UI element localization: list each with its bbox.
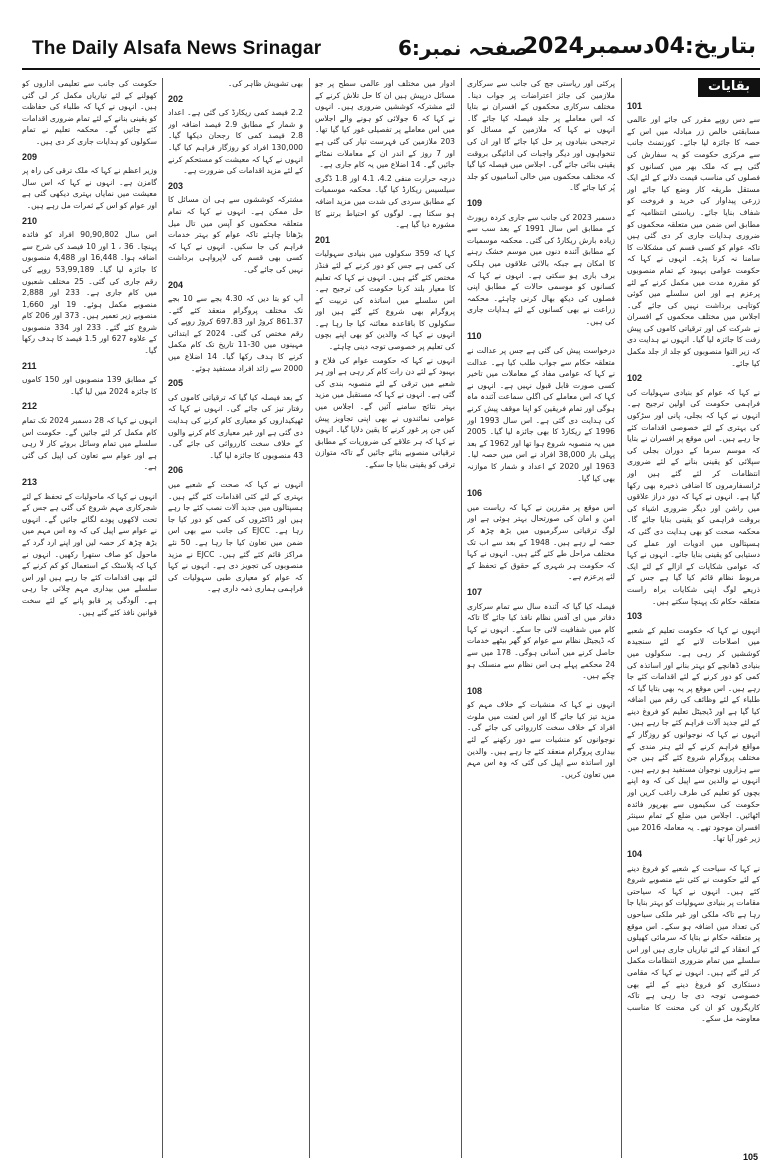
col5-item-1: 209 وزیر اعظم نے کہا کہ ملک ترقی کی راہ پر گامزن ہے۔ انہوں نے کہا کہ اس سال معیشت میں نمایاں بہتری دیکھی گئی ہے اور عوام کو اس کے ثمرات مل رہے ہیں۔ (22, 151, 157, 210)
article-columns (22, 78, 760, 1162)
column-5 (22, 78, 157, 1158)
col4-item-4: 205 کے بعد فیصلہ کیا گیا کہ ترقیاتی کاموں کی رفتار تیز کی جائے گی۔ انہوں نے کہا کہ ٹھیکیداروں کو معیاری کام کرنے کی ہدایت دی گئی ہے اور غیر معیاری کام کرنے والوں کے خلاف سخت کارروائی کی جائے گی۔ 43 منصوبوں کا جائزہ لیا گیا۔ (168, 378, 303, 460)
paper-name: The Daily Alsafa News Srinagar (32, 38, 322, 59)
col5-item-3: 211 کے مطابق 139 منصوبوں اور 150 کاموں کا جائزہ 2024 میں لیا گیا۔ (22, 360, 157, 396)
col5-item-0: حکومت کی جانب سے تعلیمی اداروں کو کھولنے کے لئے تیاریاں مکمل کر لی گئی ہیں۔ انہوں نے کہا کہ طلباء کی حفاظت کو یقینی بنانے کے لئے تمام ضروری اقدامات کئے جائیں گے۔ محکمہ تعلیم نے تمام سکولوں کو ہدایات جاری کر دی ہیں۔ (22, 79, 157, 146)
col4-item-5: 206 انہوں نے کہا کہ صحت کے شعبے میں بہتری کے لئے کئی اقدامات کئے گئے ہیں۔ ہسپتالوں میں جدید آلات نصب کئے جا رہے ہیں اور ڈاکٹروں کی کمی کو دور کیا جا رہا ہے۔ EJCC کی جانب سے بھی اس ضمن میں تعاون کیا جا رہا ہے۔ 50 نئے مراکز قائم کئے گئے ہیں۔ EJCC نے مزید منصوبوں کی تجویز دی ہے۔ انہوں نے کہا کہ عوام کو معیاری طبی سہولیات کی فراہمی ہماری ذمہ داری ہے۔ (168, 465, 303, 594)
section-banner: بقایات (698, 78, 760, 97)
col5-item-4: 212 انہوں نے کہا کہ 28 دسمبر 2024 تک تمام کام مکمل کر لئے جائیں گے۔ حکومت اس سلسلے میں تمام وسائل بروئے کار لا رہی ہے اور عوام سے تعاون کی اپیل کی گئی ہے۔ (22, 401, 157, 472)
col1-item-2: 103 انہوں نے کہا کہ حکومت تعلیم کے شعبے میں اصلاحات لانے کے لئے سنجیدہ کوششیں کر رہی ہے۔ سکولوں میں بنیادی ڈھانچے کو بہتر بنانے اور اساتذہ کی کمی کو دور کرنے کے لئے اقدامات کئے جا رہے ہیں۔ اس موقع پر یہ بھی بتایا گیا کہ طلباء کے لئے وظائف کی رقم میں اضافہ کیا گیا ہے اور ڈیجیٹل تعلیم کو فروغ دینے کے لئے جدید آلات فراہم کئے جا رہے ہیں۔ انہوں نے کہا کہ نوجوانوں کو روزگار کے مواقع فراہم کرنے کے لئے ہنر مندی کے مختلف پروگرام شروع کئے گئے ہیں جن سے ہزاروں نوجوان مستفید ہو رہے ہیں۔ انہوں نے والدین سے اپیل کی کہ وہ اپنے بچوں کو تعلیم کی طرف راغب کریں اور حکومت کی سکیموں سے بھرپور فائدہ اٹھائیں۔ اجلاس میں ضلع کے تمام سینئر افسران موجود تھے۔ یہ معاملہ 2016 میں زیر غور آیا تھا۔ (627, 611, 760, 844)
column-2 (467, 78, 615, 1158)
col2-item-1: 109 دسمبر 2023 کی جانب سے جاری کردہ رپورٹ کے مطابق اس سال 1991 کے بعد سب سے زیادہ بارش ریکارڈ کی گئی۔ محکمہ موسمیات کے مطابق آئندہ دنوں میں موسم خشک رہنے کا امکان ہے جبکہ بالائی علاقوں میں ہلکی برف باری ہو سکتی ہے۔ انہوں نے کہا کہ کسانوں کو موسمی حالات کے مطابق اپنی فصلوں کی دیکھ بھال کرنی چاہئے۔ محکمہ زراعت نے بھی کسانوں کے لئے ہدایات جاری کی ہیں۔ (467, 197, 615, 326)
col2-item-3: 106 اس موقع پر مقررین نے کہا کہ ریاست میں امن و امان کی صورتحال بہتر ہوئی ہے اور لوگ ترقیاتی سرگرمیوں میں بڑھ چڑھ کر حصہ لے رہے ہیں۔ 1948 کے بعد سے اب تک مختلف مراحل طے کئے گئے ہیں۔ انہوں نے کہا کہ حکومت ہر شہری کے حقوق کے تحفظ کے لئے پرعزم ہے۔ (467, 488, 615, 582)
col2-item-0: پرکئی اور ریاستی جج کی جانب سے سرکاری ملازمین کی جائز اعتراضات پر جواب دینا۔ مختلف سرکاری محکموں کے افسران نے بتایا کہ اس معاملے پر جلد فیصلہ کیا جائے گا۔ انہوں نے کہا کہ ملازمین کے مسائل کو ترجیحی بنیادوں پر حل کیا جائے گا اور ان کی تنخواہوں اور دیگر واجبات کی ادائیگی بروقت یقینی بنائی جائے گی۔ اجلاس میں فیصلہ کیا گیا کہ مختلف محکموں میں خالی آسامیوں کو جلد پُر کیا جائے گا۔ (467, 79, 615, 193)
date-label: بتاریخ:04دسمبر2024 (522, 34, 756, 59)
column-divider (461, 78, 462, 1158)
col4-item-3: 204 آپ کو بتا دیں کہ 4.30 بجے سے 10 بجے تک مختلف پروگرام منعقد کئے گئے۔ 861.37 کروڑ اور 697.83 کروڑ روپے کی رقم مختص کی گئی۔ 2024 کے ابتدائی مہینوں میں 30-11 تاریخ تک کام مکمل کرنے کا ہدف رکھا گیا۔ 14 اضلاع میں 2000 سے زائد افراد مستفید ہوئے۔ (168, 279, 303, 373)
column-divider (162, 78, 163, 1158)
column-divider (309, 78, 310, 1158)
col2-item-5: 108 انہوں نے کہا کہ منشیات کے خلاف مہم کو مزید تیز کیا جائے گا اور اس لعنت میں ملوث افراد کے خلاف سخت کارروائی کی جائے گی۔ نوجوانوں کو منشیات سے دور رکھنے کے لئے بیداری پروگرام منعقد کئے جا رہے ہیں۔ والدین اور اساتذہ سے اپیل کی گئی کہ وہ اس مہم میں تعاون کریں۔ (467, 685, 615, 779)
col3-item-0: ادوار میں مختلف اور عالمی سطح پر جو مسائل درپیش ہیں ان کا حل تلاش کرنے کے لئے مشترکہ کوششیں ضروری ہیں۔ انہوں نے کہا کہ 6 جولائی کو ہونے والے اجلاس میں اس معاملے پر تفصیلی غور کیا گیا تھا۔ 203 ملازمین کی فہرست تیار کی گئی ہے اور 7 روز کے اندر ان کے معاملات نمٹائے جائیں گے۔ 14 اضلاع میں یہ کام جاری ہے۔ (315, 79, 455, 170)
col3-item-2: 201 کہا کہ 359 سکولوں میں بنیادی سہولیات کی کمی ہے جس کو دور کرنے کے لئے فنڈز مختص کئے گئے ہیں۔ انہوں نے کہا کہ تعلیم کا معیار بلند کرنا حکومت کی ترجیح ہے۔ اس سلسلے میں اساتذہ کی تربیت کے پروگرام بھی شروع کئے گئے ہیں اور سکولوں کا باقاعدہ معائنہ کیا جا رہا ہے۔ انہوں نے کہا کہ والدین کو بھی اپنے بچوں کی تعلیم پر خصوصی توجہ دینی چاہئے۔ (315, 234, 455, 352)
col1-item-0: 101 سے دس روپے مقرر کی جائے اور عالمی مسابقتی خالص زر مبادلہ میں اس کے حصہ کا جائزہ لیا جائے۔ کورنمنٹ جانب سے مرکزی حکومت کو یہ سفارش کی گئی ہے کہ ملک بھر میں کسانوں کو فصلوں کی مناسب قیمت دلانے کے لئے ایک مستقل طریقہ کار وضع کیا جائے اور زرعی پیداوار کی خرید و فروخت کو شفاف بنایا جائے۔ ریاستی انتظامیہ کے مطابق اس ضمن میں متعلقہ محکموں کو ضروری ہدایات جاری کر دی گئی ہیں تاکہ عوام کو کسی قسم کی مشکلات کا سامنا نہ کرنا پڑے۔ انہوں نے کہا کہ حکومت عوامی بہبود کے تمام منصوبوں کو مقررہ مدت میں مکمل کرنے کے لئے پرعزم ہے اور اس سلسلے میں کوئی کوتاہی برداشت نہیں کی جائے گی۔ اجلاس میں مختلف محکموں کے افسران نے شرکت کی اور ترقیاتی کاموں کی پیش رفت کا جائزہ لیا گیا۔ انہوں نے ہدایت دی کہ زیر التوا منصوبوں کو جلد از جلد مکمل کیا جائے۔ (627, 100, 760, 368)
column-3 (315, 78, 455, 1158)
col4-item-0: بھی تشویش ظاہر کی۔ (227, 79, 303, 88)
col5-item-5: 213 انہوں نے کہا کہ ماحولیات کے تحفظ کے لئے شجرکاری مہم شروع کی گئی ہے جس کے تحت لاکھوں پودے لگائے جائیں گے۔ انہوں نے عوام سے اپیل کی کہ وہ اس مہم میں بڑھ چڑھ کر حصہ لیں اور اپنے ارد گرد کے ماحول کو صاف ستھرا رکھیں۔ انہوں نے کہا کہ پلاسٹک کے استعمال کو کم کرنے کے لئے بھی اقدامات کئے جا رہے ہیں اور اس سلسلے میں بیداری مہم چلائی جا رہی ہے۔ آلودگی پر قابو پانے کے لئے سخت قوانین نافذ کئے گئے ہیں۔ (22, 477, 157, 617)
col1-item-1: 102 نے کہا کہ عوام کو بنیادی سہولیات کی فراہمی حکومت کی اولین ترجیح ہے۔ انہوں نے کہا کہ بجلی، پانی اور سڑکوں کی بہتری کے لئے خصوصی اقدامات کئے جا رہے ہیں۔ اس موقع پر افسران نے بتایا کہ موسم سرما کے دوران بجلی کی سپلائی کو یقینی بنانے کے لئے ضروری انتظامات کر لئے گئے ہیں اور ٹرانسفارمروں کا اضافی ذخیرہ بھی رکھا گیا ہے۔ انہوں نے کہا کہ دور دراز علاقوں میں راشن اور دیگر ضروری اشیاء کی بروقت فراہمی کو یقینی بنایا جائے گا۔ محکمہ صحت کو بھی ہدایت دی گئی کہ ہسپتالوں میں ادویات اور عملے کی دستیابی کو یقینی بنایا جائے۔ انہوں نے کہا کہ عوامی شکایات کے ازالے کے لئے ایک مربوط نظام قائم کیا گیا ہے جس کے ذریعے لوگ اپنی شکایات براہ راست متعلقہ حکام تک پہنچا سکتے ہیں۔ (627, 373, 760, 606)
col4-item-1: 202 2.2 فیصد کمی ریکارڈ کی گئی ہے۔ اعداد و شمار کے مطابق 2.9 فیصد اضافہ اور 2.8 فیصد کمی کا رجحان دیکھا گیا۔ 130,000 افراد کو روزگار فراہم کیا گیا۔ انہوں نے کہا کہ معیشت کو مستحکم کرنے کے لئے مزید اقدامات کی ضرورت ہے۔ (168, 93, 303, 176)
col3-item-1: درجہ حرارت منفی 4.2، 4.1 اور 1.8 ڈگری سیلسیس ریکارڈ کیا گیا۔ محکمہ موسمیات کے مطابق سردی کی شدت میں مزید اضافہ ہو سکتا ہے۔ لوگوں کو احتیاط برتنے کا مشورہ دیا گیا ہے۔ (315, 173, 455, 230)
page-number-label: صفحہ نمبر:6 (398, 36, 529, 60)
col3-item-3: انہوں نے کہا کہ حکومت عوام کی فلاح و بہبود کے لئے دن رات کام کر رہی ہے اور ہر شعبے میں ترقی کے لئے منصوبہ بندی کی گئی ہے۔ انہوں نے کہا کہ مستقبل میں مزید بہتر نتائج سامنے آئیں گے۔ اجلاس میں عوامی نمائندوں نے بھی اپنی تجاویز پیش کیں جن پر غور کرنے کا یقین دلایا گیا۔ انہوں نے کہا کہ ہر علاقے کی ضروریات کے مطابق ترقیاتی منصوبے بنائے جائیں گے تاکہ متوازن ترقی کو یقینی بنایا جا سکے۔ (315, 355, 455, 469)
col2-item-4: 107 فیصلہ کیا گیا کہ آئندہ سال سے تمام سرکاری دفاتر میں ای آفس نظام نافذ کیا جائے گا تاکہ کام میں شفافیت لائی جا سکے۔ انہوں نے کہا کہ ڈیجیٹل نظام سے عوام کو گھر بیٹھے خدمات حاصل کرنے میں آسانی ہوگی۔ 178 میں سے 24 محکمے پہلے ہی اس نظام سے منسلک ہو چکے ہیں۔ (467, 586, 615, 681)
column-divider (621, 78, 622, 1158)
col1-item-3: 104 نے کہا کہ سیاحت کے شعبے کو فروغ دینے کے لئے حکومت نے کئی نئے منصوبے شروع کئے ہیں۔ انہوں نے کہا کہ سیاحتی مقامات پر بنیادی سہولیات کو بہتر بنایا جا رہا ہے تاکہ ملکی اور غیر ملکی سیاحوں کی تعداد میں اضافہ ہو سکے۔ اس موقع پر متعلقہ حکام نے بتایا کہ سرمائی کھیلوں کے انعقاد کے لئے تیاریاں جاری ہیں اور اس سلسلے میں تمام ضروری انتظامات مکمل کر لئے گئے ہیں۔ انہوں نے کہا کہ مقامی دستکاری کو فروغ دینے کے لئے بھی خصوصی توجہ دی جا رہی ہے تاکہ کاریگروں کو ان کی محنت کا مناسب معاوضہ مل سکے۔ (627, 849, 760, 1024)
column-4 (168, 78, 303, 1158)
col2-item-2: 110 درخواست پیش کی گئی ہے جس پر عدالت نے متعلقہ حکام سے جواب طلب کیا ہے۔ عدالت نے کہا کہ عوامی مفاد کے معاملات میں تاخیر کسی صورت قابل قبول نہیں ہے۔ انہوں نے کہا کہ اس معاملے کی اگلی سماعت آئندہ ماہ ہوگی اور تمام فریقین کو اپنا موقف پیش کرنے کی ہدایت دی گئی ہے۔ اس سال 1993 اور 1996 کے ریکارڈ کا بھی جائزہ لیا گیا۔ 2005 میں یہ منصوبہ شروع ہوا تھا اور 1962 کے بعد پہلی بار 38,000 افراد نے اس میں حصہ لیا۔ 1963 اور 2020 کے اعداد و شمار کا موازنہ بھی کیا گیا۔ (467, 331, 615, 483)
newspaper-page (22, 28, 760, 1162)
col5-item-2: 210 اس سال 90,90,802 افراد کو فائدہ پہنچا۔ 36 ، 1 اور 10 فیصد کی شرح سے اضافہ ہوا۔ 16,448 اور 4,488 منصوبوں کا جائزہ لیا گیا۔ 53,99,189 روپے کی رقم جاری کی گئی۔ 25 مختلف شعبوں میں کام جاری ہے۔ 233 اور 2,888 منصوبے مکمل ہوئے۔ 19 اور 1,660 منصوبے زیر تعمیر ہیں۔ 373 اور 206 کام شروع کئے گئے۔ 233 اور 334 منصوبوں کے علاوہ 627 اور 1.5 فیصد کا ہدف رکھا گیا۔ (22, 215, 157, 356)
continuation-number: 105 (742, 1152, 758, 1162)
masthead (22, 28, 760, 70)
column-1 (627, 78, 760, 1158)
col4-item-2: 203 مشترکہ کوششوں سے ہی ان مسائل کا حل ممکن ہے۔ انہوں نے کہا کہ تمام متعلقہ محکموں کو آپس میں تال میل بڑھانا چاہئے تاکہ عوام کو بہتر خدمات فراہم کی جا سکیں۔ انہوں نے کہا کہ کسی بھی قسم کی لاپرواہی برداشت نہیں کی جائے گی۔ (168, 180, 303, 274)
